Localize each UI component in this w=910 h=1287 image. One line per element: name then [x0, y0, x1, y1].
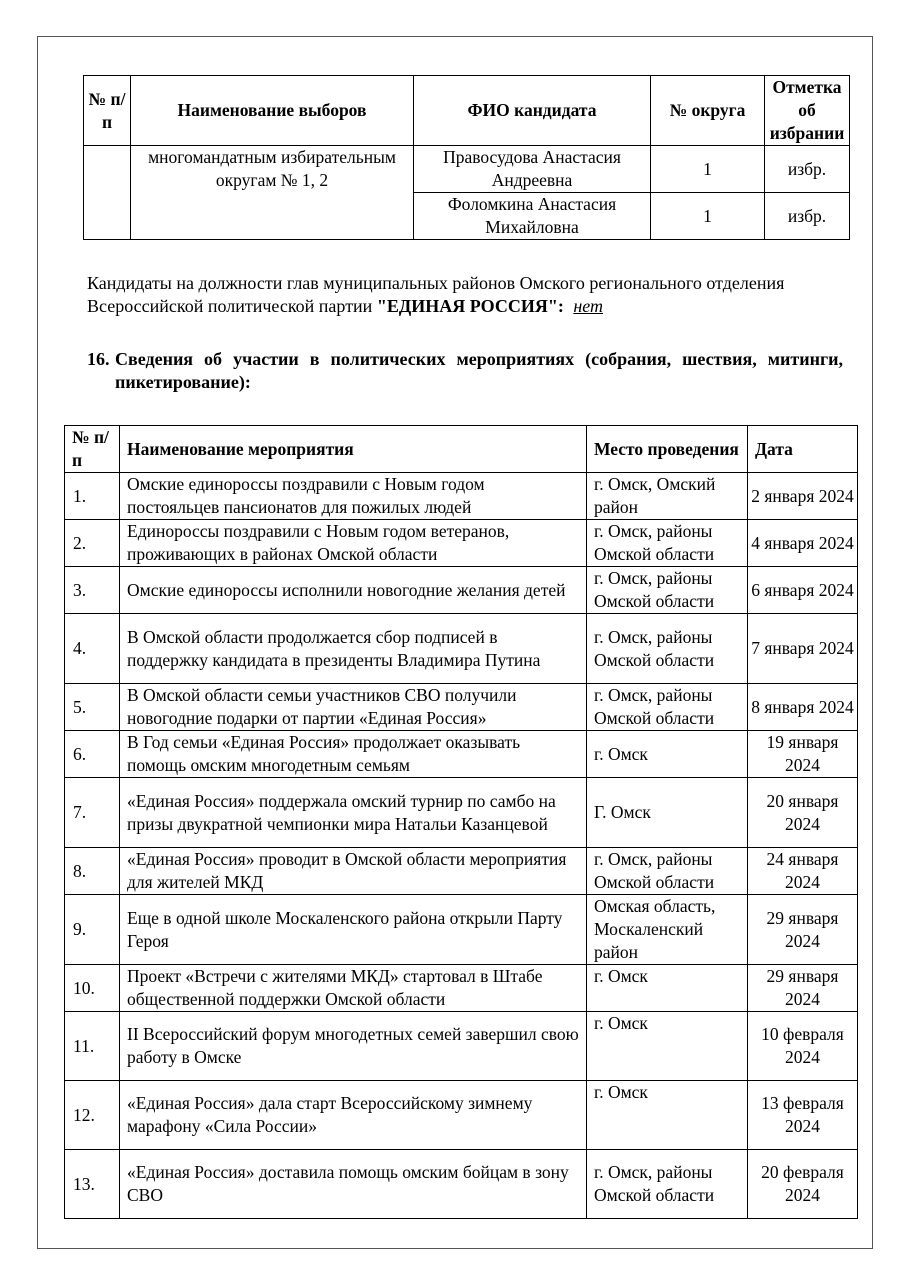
- event-number-cell: 9.: [65, 895, 120, 965]
- candidates-text: Кандидаты на должности глав муниципальных районов Омского регионального отделения Всероссийской политической партии: [87, 273, 785, 316]
- table-row: [84, 146, 850, 193]
- event-date-cell: 2 января 2024: [748, 473, 858, 520]
- event-number-cell: 6.: [65, 731, 120, 778]
- header-event-name: Наименование мероприятия: [120, 426, 587, 473]
- events-table: [64, 425, 858, 1219]
- event-place-cell: Г. Омск: [587, 778, 748, 848]
- event-name-cell: Еще в одной школе Москаленского района открыли Парту Героя: [120, 895, 587, 965]
- event-date-cell: 29 января 2024: [748, 895, 858, 965]
- table-row: [65, 1012, 858, 1081]
- event-place-cell: г. Омск, Омский район: [587, 473, 748, 520]
- header-election-mark: Отметка об избрании: [765, 76, 850, 146]
- party-name: "ЕДИНАЯ РОССИЯ":: [376, 296, 564, 316]
- event-name-cell: В Омской области продолжается сбор подписей в поддержку кандидата в президенты Владимира Путина: [120, 614, 587, 684]
- event-date-cell: 7 января 2024: [748, 614, 858, 684]
- event-place-cell: г. Омск: [587, 1081, 748, 1150]
- event-name-cell: Омские единороссы поздравили с Новым годом постояльцев пансионатов для пожилых людей: [120, 473, 587, 520]
- event-date-cell: 4 января 2024: [748, 520, 858, 567]
- event-place-cell: г. Омск, районы Омской области: [587, 614, 748, 684]
- event-date-cell: 20 января 2024: [748, 778, 858, 848]
- event-number-cell: 11.: [65, 1012, 120, 1081]
- event-date-cell: 13 февраля 2024: [748, 1081, 858, 1150]
- table-row: [65, 1150, 858, 1219]
- events-header-row: [65, 426, 858, 473]
- table-row: [65, 473, 858, 520]
- candidates-paragraph: [87, 272, 857, 318]
- event-name-cell: Омские единороссы исполнили новогодние желания детей: [120, 567, 587, 614]
- event-number-cell: 1.: [65, 473, 120, 520]
- event-name-cell: В Омской области семьи участников СВО получили новогодние подарки от партии «Единая Россия»: [120, 684, 587, 731]
- table-row: [65, 731, 858, 778]
- header-district: № округа: [651, 76, 765, 146]
- event-date-cell: 8 января 2024: [748, 684, 858, 731]
- event-date-cell: 19 января 2024: [748, 731, 858, 778]
- event-place-cell: г. Омск: [587, 1012, 748, 1081]
- elections-table: [83, 75, 850, 240]
- candidate-cell: Фоломкина Анастасия Михайловна: [414, 193, 651, 240]
- event-place-cell: г. Омск: [587, 965, 748, 1012]
- header-date: Дата: [748, 426, 858, 473]
- event-place-cell: г. Омск: [587, 731, 748, 778]
- event-number-cell: 10.: [65, 965, 120, 1012]
- district-cell: 1: [651, 146, 765, 193]
- event-date-cell: 6 января 2024: [748, 567, 858, 614]
- table-row: [65, 567, 858, 614]
- table-row: [65, 848, 858, 895]
- table-row: [65, 1081, 858, 1150]
- event-name-cell: «Единая Россия» дала старт Всероссийскому зимнему марафону «Сила России»: [120, 1081, 587, 1150]
- table-row: [65, 895, 858, 965]
- event-date-cell: 24 января 2024: [748, 848, 858, 895]
- table-row: [65, 520, 858, 567]
- event-place-cell: г. Омск, районы Омской области: [587, 567, 748, 614]
- table-row: [65, 965, 858, 1012]
- event-name-cell: В Год семьи «Единая Россия» продолжает оказывать помощь омским многодетным семьям: [120, 731, 587, 778]
- header-candidate: ФИО кандидата: [414, 76, 651, 146]
- event-date-cell: 10 февраля 2024: [748, 1012, 858, 1081]
- mark-cell: избр.: [765, 146, 850, 193]
- event-place-cell: г. Омск, районы Омской области: [587, 848, 748, 895]
- elections-header-row: [84, 76, 850, 146]
- event-number-cell: 7.: [65, 778, 120, 848]
- event-name-cell: «Единая Россия» проводит в Омской области мероприятия для жителей МКД: [120, 848, 587, 895]
- event-place-cell: г. Омск, районы Омской области: [587, 684, 748, 731]
- section-title: Сведения об участии в политических мероприятиях (собрания, шествия, митинги, пикетирование):: [115, 349, 843, 392]
- event-place-cell: г. Омск, районы Омской области: [587, 1150, 748, 1219]
- row-number-cell: [84, 146, 131, 240]
- table-row: [65, 614, 858, 684]
- event-number-cell: 5.: [65, 684, 120, 731]
- section-number: 16.: [87, 349, 110, 369]
- event-place-cell: г. Омск, районы Омской области: [587, 520, 748, 567]
- event-name-cell: «Единая Россия» поддержала омский турнир по самбо на призы двукратной чемпионки мира Натальи Казанцевой: [120, 778, 587, 848]
- event-number-cell: 13.: [65, 1150, 120, 1219]
- event-name-cell: II Всероссийский форум многодетных семей завершил свою работу в Омске: [120, 1012, 587, 1081]
- district-cell: 1: [651, 193, 765, 240]
- election-name-cell: многомандатным избирательным округам № 1, 2: [131, 146, 414, 240]
- event-number-cell: 8.: [65, 848, 120, 895]
- event-number-cell: 4.: [65, 614, 120, 684]
- event-place-cell: Омская область, Москаленский район: [587, 895, 748, 965]
- mark-cell: избр.: [765, 193, 850, 240]
- event-name-cell: Единороссы поздравили с Новым годом ветеранов, проживающих в районах Омской области: [120, 520, 587, 567]
- event-number-cell: 12.: [65, 1081, 120, 1150]
- header-number: № п/п: [65, 426, 120, 473]
- event-name-cell: Проект «Встречи с жителями МКД» стартовал в Штабе общественной поддержки Омской области: [120, 965, 587, 1012]
- candidate-cell: Правосудова Анастасия Андреевна: [414, 146, 651, 193]
- header-place: Место проведения: [587, 426, 748, 473]
- header-number: № п/п: [84, 76, 131, 146]
- event-date-cell: 29 января 2024: [748, 965, 858, 1012]
- section-heading: [87, 348, 843, 394]
- event-date-cell: 20 февраля 2024: [748, 1150, 858, 1219]
- header-election-name: Наименование выборов: [131, 76, 414, 146]
- table-row: [65, 684, 858, 731]
- event-number-cell: 2.: [65, 520, 120, 567]
- event-number-cell: 3.: [65, 567, 120, 614]
- candidates-value: нет: [573, 296, 603, 316]
- event-name-cell: «Единая Россия» доставила помощь омским бойцам в зону СВО: [120, 1150, 587, 1219]
- table-row: [65, 778, 858, 848]
